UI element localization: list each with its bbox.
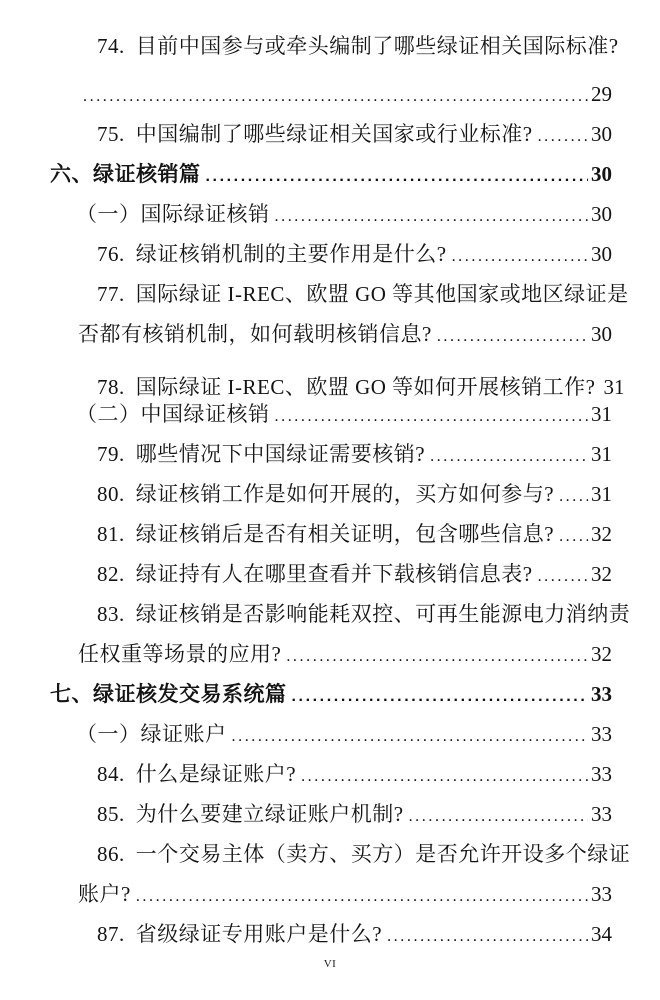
page-number: 30 [591,202,612,226]
dot-leader [559,517,588,557]
page-number: 30 [591,162,612,186]
page-number: 30 [591,242,612,266]
toc-entry-number: 83. [97,602,125,626]
page-number: 32 [591,562,612,586]
page-footer-number: VI [323,958,337,970]
toc-line[interactable] [50,194,612,234]
toc-line[interactable] [50,434,612,474]
toc-entry-text: 什么是绿证账户? [135,762,297,786]
toc-line[interactable] [50,234,612,274]
toc-entry-text: 一个交易主体（卖方、买方）是否允许开设多个绿证 [135,842,631,866]
page-number: 30 [591,322,612,346]
toc-line[interactable] [50,514,612,554]
toc-entry-number: 86. [97,842,125,866]
toc-entry-text: 省级绿证专用账户是什么? [135,922,383,946]
toc-entry-number: 78. [97,375,125,399]
toc-entry-text: 绿证核销后是否有相关证明，包含哪些信息? [135,522,555,546]
toc-entry-text: 账户? [78,882,131,906]
page-number: 31 [591,402,612,426]
toc-entry-text: 绿证核销工作是如何开展的，买方如何参与? [135,482,555,506]
dot-leader [275,397,589,437]
toc-line[interactable] [50,26,619,66]
toc-entry-text: 国际绿证 I-REC、欧盟 GO 等如何开展核销工作? [135,375,596,399]
page-number: 31 [603,375,625,399]
page-number: 33 [591,682,612,706]
toc-entry-number: 87. [97,922,125,946]
toc-line[interactable] [50,634,612,674]
toc-entry-text: 哪些情况下中国绿证需要核销? [135,442,426,466]
toc-line[interactable] [50,914,612,954]
toc-line[interactable] [50,474,612,514]
toc-entry-number: 75. [97,122,125,146]
dot-leader [538,117,588,157]
dot-leader [286,637,588,677]
toc-line[interactable] [50,354,625,399]
dot-leader [538,557,588,597]
toc-entry-text: （二）中国绿证核销 [76,402,270,426]
dot-leader [301,757,588,797]
page-number: 31 [591,482,612,506]
dot-leader [437,317,588,357]
toc-entry-text: 任权重等场景的应用? [78,642,282,666]
page-number: 29 [591,82,612,106]
dot-leader [409,797,588,837]
toc-entry-text: 绿证核销是否影响能耗双控、可再生能源电力消纳责 [135,602,631,626]
toc-line[interactable] [50,754,612,794]
toc-entry-text: 否都有核销机制，如何载明核销信息? [78,322,432,346]
toc-line[interactable] [50,394,612,434]
page-number: 32 [591,642,612,666]
toc-entry-number: 80. [97,482,125,506]
dot-leader [83,77,588,117]
dot-leader [292,677,589,717]
toc-entry-number: 77. [97,282,125,306]
toc-entry-text: 绿证持有人在哪里查看并下载核销信息表? [135,562,533,586]
toc-line[interactable] [50,874,612,914]
toc-line[interactable] [50,554,612,594]
dot-leader [206,157,589,197]
toc-line[interactable] [50,794,612,834]
toc-line[interactable] [50,154,612,194]
toc-line[interactable] [50,594,631,634]
toc-entry-text: 七、绿证核发交易系统篇 [50,683,287,706]
toc-line[interactable] [50,274,629,314]
toc-entry-text: （一）绿证账户 [76,722,227,746]
dot-leader [232,717,589,757]
toc-line[interactable] [50,114,612,154]
toc-entry-text: 目前中国参与或牵头编制了哪些绿证相关国际标准? [135,34,619,58]
toc-entry-text: 为什么要建立绿证账户机制? [135,802,404,826]
toc-entry-number: 85. [97,802,125,826]
dot-leader [452,237,588,277]
toc-entry-text: 六、绿证核销篇 [50,163,201,186]
toc-entry-number: 79. [97,442,125,466]
page-number: 31 [591,442,612,466]
toc-line[interactable] [50,674,612,714]
toc-entry-number: 81. [97,522,125,546]
dot-leader [275,197,589,237]
toc-entry-number: 84. [97,762,125,786]
toc-entry-text: 绿证核销机制的主要作用是什么? [135,242,447,266]
toc-entry-text: 中国编制了哪些绿证相关国家或行业标准? [135,122,533,146]
page-number: 30 [591,122,612,146]
page-number: 33 [591,802,612,826]
toc-entry-number: 82. [97,562,125,586]
dot-leader [387,917,588,957]
toc-line[interactable] [50,314,612,354]
toc-entry-number: 76. [97,242,125,266]
toc-line[interactable] [50,714,612,754]
page-number: 33 [591,882,612,906]
toc-entry-number: 74. [97,34,125,58]
toc-line[interactable] [50,74,612,114]
toc-entry-text: （一）国际绿证核销 [76,202,270,226]
dot-leader [559,477,588,517]
page-number: 34 [591,922,612,946]
toc-entry-text: 国际绿证 I-REC、欧盟 GO 等其他国家或地区绿证是 [135,282,629,306]
page-number: 33 [591,722,612,746]
page-number: 33 [591,762,612,786]
dot-leader [430,437,588,477]
dot-leader [136,877,588,917]
page-number: 32 [591,522,612,546]
toc-line[interactable] [50,834,631,874]
